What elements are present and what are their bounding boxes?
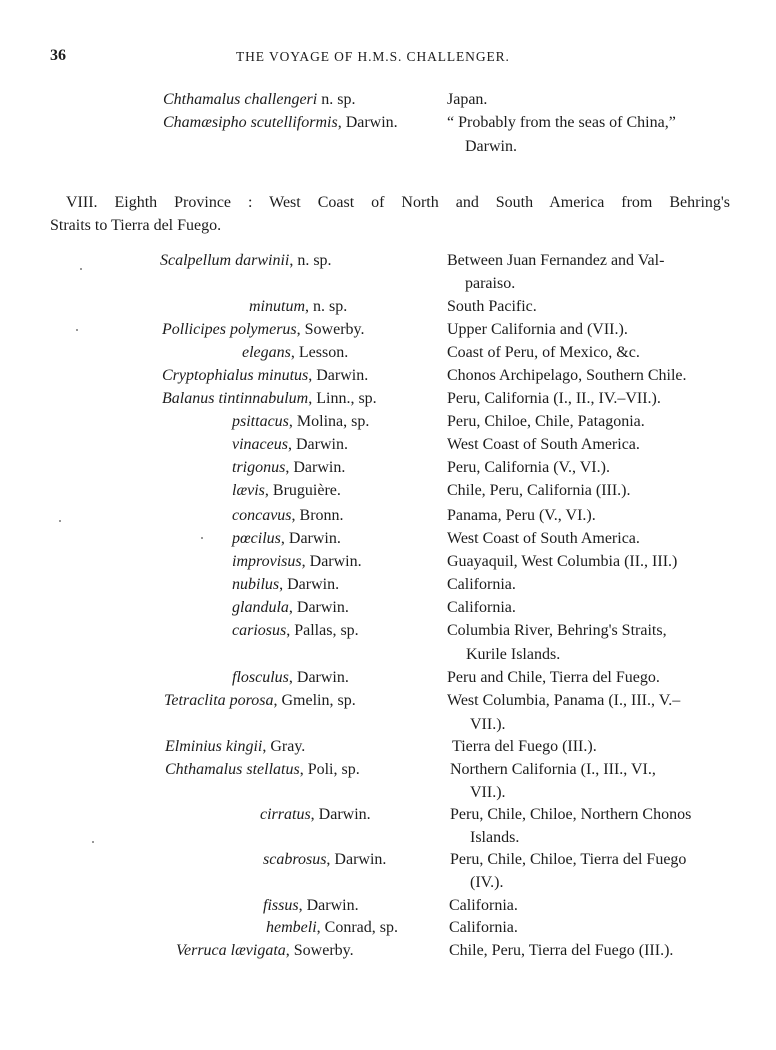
list-item (0, 114, 776, 137)
list-item (0, 599, 776, 622)
locality-continuation: Darwin. (465, 138, 517, 155)
locality: Peru, California (V., VI.). (447, 459, 610, 476)
species-name: flosculus, Darwin. (232, 669, 349, 686)
list-item (0, 91, 776, 114)
locality: Panama, Peru (V., VI.). (447, 507, 596, 524)
species-name: improvisus, Darwin. (232, 553, 362, 570)
locality: Japan. (447, 91, 488, 108)
locality: South Pacific. (447, 298, 537, 315)
list-item (0, 942, 776, 965)
locality: Chile, Peru, Tierra del Fuego (III.). (449, 942, 674, 959)
species-name: glandula, Darwin. (232, 599, 349, 616)
print-speck (201, 537, 203, 539)
print-speck (76, 329, 78, 331)
list-item (0, 669, 776, 692)
list-item (0, 344, 776, 367)
province-heading-line: Straits to Tierra del Fuego. (50, 217, 222, 234)
list-item (0, 367, 776, 390)
locality-continuation: paraiso. (465, 275, 516, 292)
locality-continuation: Islands. (470, 829, 520, 846)
species-name: psittacus, Molina, sp. (232, 413, 370, 430)
list-item (0, 252, 776, 275)
species-name: cariosus, Pallas, sp. (232, 622, 359, 639)
running-title: THE VOYAGE OF H.M.S. CHALLENGER. (236, 49, 510, 64)
species-name: trigonus, Darwin. (232, 459, 346, 476)
species-name: minutum, n. sp. (249, 298, 348, 315)
species-name: Chthamalus challengeri n. sp. (163, 91, 356, 108)
list-item (0, 459, 776, 482)
locality: Guayaquil, West Columbia (II., III.) (447, 553, 678, 570)
locality: Chonos Archipelago, Southern Chile. (447, 367, 687, 384)
locality: West Coast of South America. (447, 436, 640, 453)
list-item (0, 851, 776, 874)
species-name: Pollicipes polymerus, Sowerby. (162, 321, 365, 338)
list-item (0, 692, 776, 715)
list-item (0, 553, 776, 576)
print-speck (92, 841, 94, 843)
locality: Peru, Chile, Chiloe, Tierra del Fuego (450, 851, 687, 868)
locality: West Columbia, Panama (I., III., V.– (447, 692, 681, 709)
species-name: nubilus, Darwin. (232, 576, 340, 593)
locality: Coast of Peru, of Mexico, &c. (447, 344, 640, 361)
list-item (0, 482, 776, 505)
list-item (0, 761, 776, 784)
locality: Tierra del Fuego (III.). (452, 738, 597, 755)
locality: West Coast of South America. (447, 530, 640, 547)
list-item (0, 530, 776, 553)
locality: Northern California (I., III., VI., (450, 761, 656, 778)
species-name: Chamæsipho scutelliformis, Darwin. (163, 114, 398, 131)
species-name: concavus, Bronn. (232, 507, 344, 524)
page-number: 36 (50, 47, 66, 64)
province-heading (50, 191, 730, 237)
list-item (0, 507, 776, 530)
species-name: elegans, Lesson. (242, 344, 349, 361)
species-name: Cryptophialus minutus, Darwin. (162, 367, 369, 384)
locality: Peru, Chiloe, Chile, Patagonia. (447, 413, 645, 430)
province-heading-line: VIII. Eighth Province : West Coast of North and South America from Behring's (66, 194, 730, 211)
list-item (0, 390, 776, 413)
species-name: scabrosus, Darwin. (263, 851, 387, 868)
species-name: Tetraclita porosa, Gmelin, sp. (164, 692, 356, 709)
locality: “ Probably from the seas of China,” (447, 114, 676, 131)
list-item (0, 436, 776, 459)
species-name: lævis, Bruguière. (232, 482, 341, 499)
locality: Peru and Chile, Tierra del Fuego. (447, 669, 660, 686)
locality: Upper California and (VII.). (447, 321, 628, 338)
species-name: cirratus, Darwin. (260, 806, 371, 823)
list-item (0, 806, 776, 829)
list-item (0, 576, 776, 599)
species-name: Elminius kingii, Gray. (165, 738, 306, 755)
locality: California. (449, 897, 518, 914)
list-item (0, 622, 776, 645)
species-name: vinaceus, Darwin. (232, 436, 348, 453)
locality: Peru, Chile, Chiloe, Northern Chonos (450, 806, 692, 823)
locality: California. (447, 576, 516, 593)
locality: Peru, California (I., II., IV.–VII.). (447, 390, 661, 407)
list-item (0, 919, 776, 942)
species-name: hembeli, Conrad, sp. (266, 919, 398, 936)
species-name: pœcilus, Darwin. (232, 530, 341, 547)
species-name: fissus, Darwin. (263, 897, 359, 914)
locality: Columbia River, Behring's Straits, (447, 622, 667, 639)
list-item (0, 738, 776, 761)
species-name: Scalpellum darwinii, n. sp. (160, 252, 332, 269)
list-item (0, 321, 776, 344)
list-item (0, 897, 776, 920)
print-speck (59, 520, 61, 522)
locality-continuation: Kurile Islands. (466, 646, 561, 663)
locality-continuation: (IV.). (470, 874, 504, 891)
locality: California. (447, 599, 516, 616)
species-name: Chthamalus stellatus, Poli, sp. (165, 761, 360, 778)
locality: Chile, Peru, California (III.). (447, 482, 631, 499)
locality: Between Juan Fernandez and Val- (447, 252, 665, 269)
species-name: Balanus tintinnabulum, Linn., sp. (162, 390, 377, 407)
locality-continuation: VII.). (470, 716, 506, 733)
list-item (0, 298, 776, 321)
print-speck (80, 268, 82, 270)
locality: California. (449, 919, 518, 936)
species-name: Verruca lævigata, Sowerby. (176, 942, 354, 959)
locality-continuation: VII.). (470, 784, 506, 801)
list-item (0, 413, 776, 436)
